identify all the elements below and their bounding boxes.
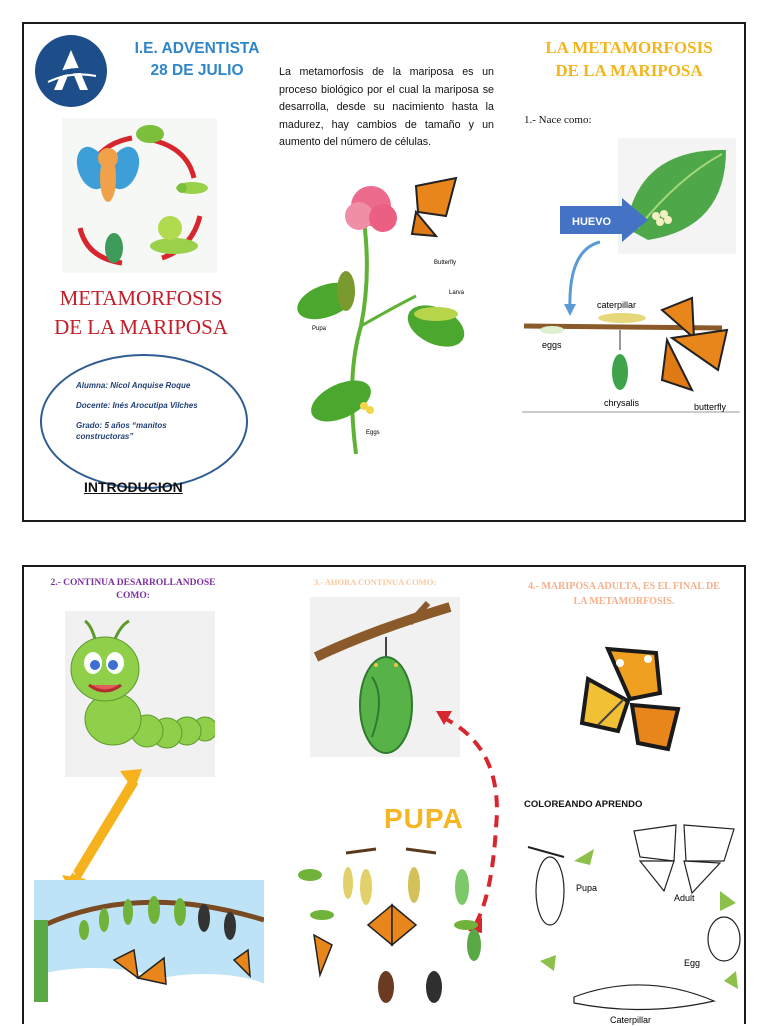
alumna-text: Alumna: Nicol Anquise Roque (76, 381, 191, 390)
intro-paragraph: La metamorfosis de la mariposa es un proceso biológico por el cual la mariposa se desarrolla, desde su nacimiento hasta la madurez, hay cambios de tamaño y un aumento del número de células. (279, 66, 494, 148)
label-larva: Larva (449, 290, 465, 296)
label-eggs: Eggs (366, 430, 380, 436)
label-pupa: Pupa (312, 326, 327, 332)
label-egg-coloring: Egg (684, 958, 701, 968)
step3-title: 3.- AHORA CONTINUA COMO: (313, 577, 437, 587)
label-butterfly-cycle: butterfly (694, 402, 727, 412)
school-logo (34, 34, 108, 108)
triptych-page-1 (22, 22, 746, 522)
intro-title: INTRODUCION (84, 479, 183, 495)
huevo-label: HUEVO (572, 216, 612, 228)
grado-text: Grado: 5 años “manitos constructoras” (76, 421, 167, 441)
label-caterpillar-coloring: Caterpillar (610, 1015, 652, 1025)
docente-text: Docente: Inés Arocutipa Vilches (76, 401, 198, 410)
label-pupa-coloring: Pupa (576, 883, 598, 893)
label-adult-coloring: Adult (674, 893, 695, 903)
title-right: LA METAMORFOSIS DE LA MARIPOSA (545, 38, 713, 80)
cycle-illustration-image (62, 118, 217, 273)
caterpillar-cartoon-image (65, 611, 215, 777)
step2-title: 2.- CONTINUA DESARROLLANDOSE COMO: (50, 578, 216, 601)
arrow-label: A (70, 868, 76, 877)
lifecycle-collage-image (286, 835, 496, 1015)
huevo-arrow (560, 198, 650, 244)
label-chrysalis: chrysalis (604, 398, 640, 408)
yellow-double-arrow (58, 767, 148, 897)
school-name: I.E. ADVENTISTA 28 DE JULIO (134, 40, 260, 79)
label-butterfly: Butterfly (434, 260, 457, 266)
step4-title: 4.- MARIPOSA ADULTA, ES EL FINAL DE LA METAMORFOSIS. (528, 581, 720, 607)
branch-sequence-image (34, 880, 264, 1002)
nace-como-text: 1.- Nace como: (524, 114, 592, 126)
plant-lifecycle-diagram (286, 176, 471, 456)
coloreando-title: COLOREANDO APRENDO (524, 799, 643, 810)
coloring-lifecycle-image (524, 821, 748, 1026)
label-caterpillar: caterpillar (597, 300, 637, 310)
branch-lifecycle-image (522, 290, 740, 416)
student-info (76, 380, 226, 451)
main-title: METAMORFOSIS DE LA MARIPOSA (54, 286, 228, 339)
label-eggs-cycle: eggs (542, 340, 562, 350)
adult-butterfly-image (568, 639, 698, 769)
triptych-page-2 (22, 565, 746, 1024)
pupa-label: PUPA (384, 803, 464, 834)
